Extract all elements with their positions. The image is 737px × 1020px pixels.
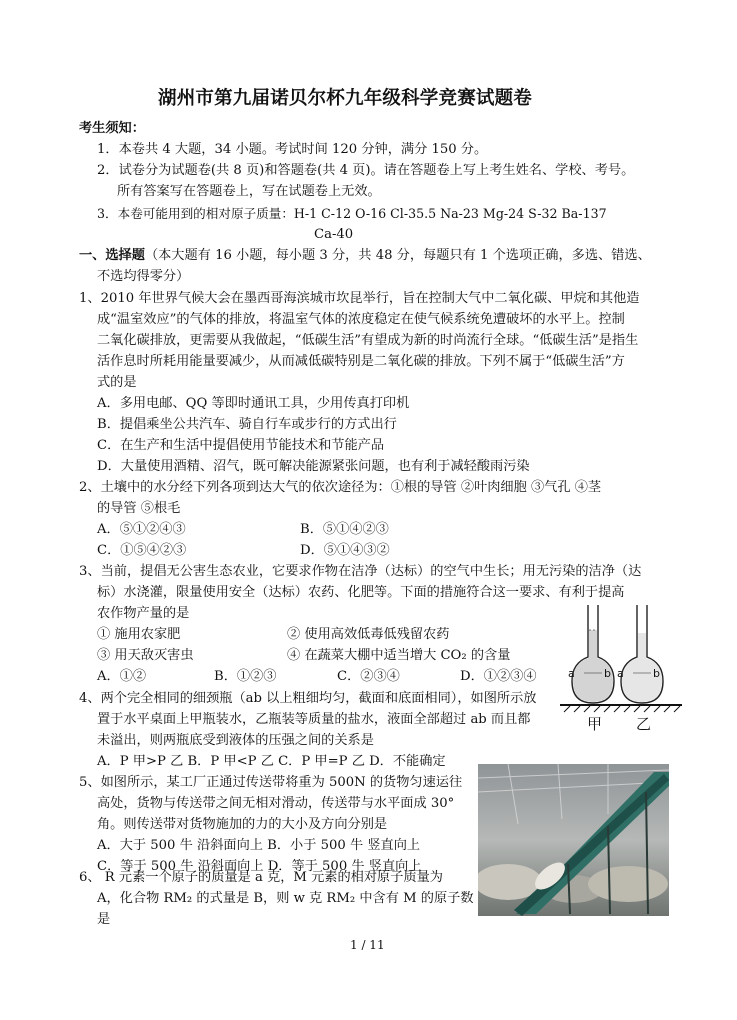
notice-item: 2．试卷分为试题卷(共 8 页)和答题卷(共 4 页)。请在答题卷上写上考生姓名、学校、考号。: [97, 163, 635, 178]
question-6-line: A，化合物 RM₂ 的式量是 B，则 w 克 RM₂ 中含有 M 的原子数: [97, 891, 474, 906]
question-1-option: A．多用电邮、QQ 等即时通讯工具，少用传真打印机: [97, 396, 410, 411]
flask-label-b: b: [604, 667, 611, 680]
flask-yi: [621, 605, 663, 703]
notice-item: 1．本卷共 4 大题，34 小题。考试时间 120 分钟，满分 150 分。: [97, 142, 488, 157]
question-2-option: A．⑤①②④③: [97, 522, 186, 537]
conveyor-photo: [478, 764, 669, 916]
flask-jia: [572, 605, 614, 703]
page-number: 1 / 11: [350, 938, 385, 952]
question-3-item: ④ 在蔬菜大棚中适当增大 CO₂ 的含量: [287, 648, 511, 663]
question-2-line: 的导管 ⑤根毛: [97, 501, 181, 516]
question-4-line: 4、两个完全相同的细颈瓶（ab 以上粗细均匀，截面和底面相同），如图所示放: [79, 691, 537, 706]
question-3-option: B．①②③: [214, 669, 277, 684]
flask-diagram: [560, 585, 688, 730]
question-1-line: 活作息时所耗用能量要减少，从而减低碳特别是二氧化碳的排放。下列不属于“低碳生活”方: [97, 354, 625, 369]
flask-label-a: a: [617, 667, 624, 680]
flask-label-b: b: [653, 667, 660, 680]
question-5-line: 角。则传送带对货物施加的力的大小及方向分别是: [97, 817, 388, 832]
flask-caption-yi: 乙: [636, 715, 652, 733]
notice-heading: 考生须知：: [79, 121, 145, 136]
question-5-option: C．等于 500 牛 沿斜面向上 D．等于 500 牛 竖直向上: [97, 859, 422, 874]
flask-label-a: a: [568, 667, 575, 680]
question-3-option: D．①②③④: [460, 669, 537, 684]
section-description: 不选均得零分）: [97, 269, 190, 284]
notice-item: 3．本卷可能用到的相对原子质量：H-1 C-12 O-16 Cl-35.5 Na-23 Mg-24 S-32 Ba-137: [97, 206, 607, 221]
question-5-line: 5、如图所示，某工厂正通过传送带将重为 500N 的货物匀速运往: [79, 775, 463, 790]
question-2-option: B．⑤①④②③: [300, 522, 389, 537]
question-1-line: 成“温室效应”的气体的排放，将温室气体的浓度稳定在使气候系统免遭破坏的水平上。控制: [97, 312, 625, 327]
question-1-line: 式的是: [97, 375, 137, 390]
question-4-line: 未溢出，则两瓶底受到液体的压强之间的关系是: [97, 733, 374, 748]
question-6-line: 6、 R 元素一个原子的质量是 a 克，M 元素的相对原子质量为: [79, 870, 443, 885]
question-3-option: C．②③④: [337, 669, 400, 684]
question-2-option: C．①⑤④②③: [97, 543, 187, 558]
question-4-option: A．P 甲>P 乙 B．P 甲<P 乙 C．P 甲=P 乙 D．不能确定: [97, 754, 446, 769]
question-1-option: C．在生产和生活中提倡使用节能技术和节能产品: [97, 438, 385, 453]
notice-item: 所有答案写在答题卷上，写在试题卷上无效。: [117, 184, 381, 199]
question-1-line: 1、2010 年世界气候大会在墨西哥海滨城市坎昆举行，旨在控制大气中二氧化碳、甲烷和其他造: [79, 291, 640, 306]
question-2-line: 2、土壤中的水分经下列各项到达大气的依次途径为：①根的导管 ②叶肉细胞 ③气孔 ④茎: [79, 480, 602, 495]
table-hatch: [564, 706, 680, 712]
question-5-line: 高处，货物与传送带之间无相对滑动，传送带与水平面成 30°: [97, 796, 455, 811]
notice-item: Ca-40: [314, 227, 354, 242]
section-description: （本大题有 16 小题，每小题 3 分，共 48 分，每题只有 1 个选项正确，多选、错选、: [144, 248, 651, 263]
question-3-line: 农作物产量的是: [97, 606, 190, 621]
question-3-line: 3、当前，提倡无公害生态农业，它要求作物在洁净（达标）的空气中生长；用无污染的洁净（达: [79, 564, 642, 579]
question-1-line: 二氧化碳排放，更需要从我做起，“低碳生活”有望成为新的时尚流行全球。“低碳生活”是指生: [97, 333, 639, 348]
question-3-option: A．①②: [97, 669, 147, 684]
question-4-line: 置于水平桌面上甲瓶装水，乙瓶装等质量的盐水，液面全部超过 ab 而且都: [97, 712, 531, 727]
section-heading: [79, 245, 651, 266]
question-3-line: 标）水浇灌，限量使用安全（达标）农药、化肥等。下面的措施符合这一要求、有利于提高: [97, 585, 625, 600]
question-3-item: ② 使用高效低毒低残留农药: [287, 627, 450, 642]
question-3-item: ① 施用农家肥: [97, 627, 181, 642]
question-6-line: 是: [97, 912, 111, 927]
question-2-option: D．⑤①④③②: [300, 543, 390, 558]
question-1-option: D．大量使用酒精、沼气，既可解决能源紧张问题，也有利于减轻酸雨污染: [97, 459, 530, 474]
page-title: 湖州市第九届诺贝尔杯九年级科学竞赛试题卷: [158, 88, 533, 109]
flask-caption-jia: 甲: [587, 715, 603, 733]
section-heading-label: 一、选择题: [79, 248, 145, 263]
question-5-option: A．大于 500 牛 沿斜面向上 B．小于 500 牛 竖直向上: [97, 838, 421, 853]
question-3-item: ③ 用天敌灭害虫: [97, 648, 194, 663]
question-1-option: B．提倡乘坐公共汽车、骑自行车或步行的方式出行: [97, 417, 397, 432]
